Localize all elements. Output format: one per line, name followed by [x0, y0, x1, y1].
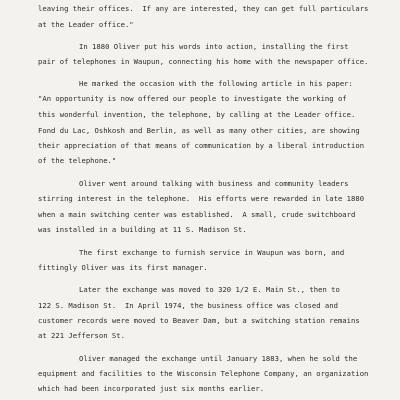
text-line: Later the exchange was moved to 320 1/2 E. Main St., then to: [79, 285, 340, 294]
text-line: this wonderful invention, the telephone, by calling at the Leader office.: [38, 110, 356, 119]
text-line: customer records were moved to Beaver Dam, but a switching station remains: [38, 316, 360, 325]
text-line: when a main switching center was established. A small, crude switchboard: [38, 210, 356, 219]
text-line: The first exchange to furnish service in Waupun was born, and: [79, 248, 345, 257]
text-line: at the Leader office.": [38, 20, 134, 29]
text-line: which had been incorporated just six months earlier.: [38, 384, 265, 393]
text-line: was installed in a building at 11 S. Madison St.: [38, 225, 247, 234]
text-line: Oliver managed the exchange until January 1883, when he sold the: [79, 354, 358, 363]
text-line: He marked the occasion with the following article in his paper:: [79, 79, 353, 88]
text-line: leaving their offices. If any are interested, they can get full particulars: [38, 4, 369, 13]
text-line: pair of telephones in Waupun, connecting his home with the newspaper office.: [38, 57, 369, 66]
text-line: at 221 Jefferson St.: [38, 331, 125, 340]
text-line: 122 S. Madison St. In April 1974, the business office was closed and: [38, 301, 338, 310]
text-line: of the telephone.": [38, 156, 117, 165]
text-line: equipment and facilities to the Wisconsin Telephone Company, an organization: [38, 369, 369, 378]
text-line: Oliver went around talking with business and community leaders: [79, 179, 349, 188]
text-line: Fond du Lac, Oshkosh and Berlin, as well as many other cities, are showing: [38, 126, 360, 135]
text-line: "An opportunity is now offered our people to investigate the working of: [38, 94, 347, 103]
text-line: stirring interest in the telephone. His efforts were rewarded in late 1880: [38, 194, 365, 203]
text-line: their appreciation of that means of communication by a liberal introduction: [38, 141, 365, 150]
text-line: fittingly Oliver was its first manager.: [38, 263, 208, 272]
text-line: In 1880 Oliver put his words into action, installing the first: [79, 42, 349, 51]
